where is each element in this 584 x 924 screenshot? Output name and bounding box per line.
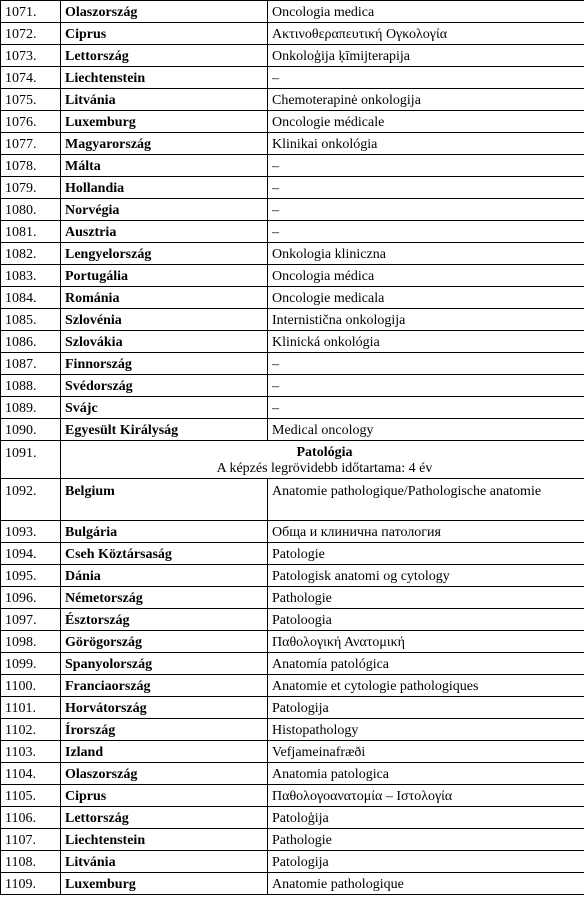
country-cell: Luxemburg xyxy=(61,111,268,133)
specialty-name-cell: Vefjameinafræði xyxy=(268,741,584,763)
row-number: 1095. xyxy=(1,565,61,587)
row-number: 1106. xyxy=(1,807,61,829)
country-cell: Olaszország xyxy=(61,763,268,785)
country-cell: Németország xyxy=(61,587,268,609)
table-row xyxy=(1,287,584,309)
table-row xyxy=(1,23,584,45)
country-cell: Olaszország xyxy=(61,1,268,23)
specialty-name-cell: Histopathology xyxy=(268,719,584,741)
row-number: 1097. xyxy=(1,609,61,631)
country-cell: Litvánia xyxy=(61,89,268,111)
row-number: 1096. xyxy=(1,587,61,609)
country-cell: Írország xyxy=(61,719,268,741)
row-number: 1078. xyxy=(1,155,61,177)
specialty-name-cell: Onkoloģija ķīmijterapija xyxy=(268,45,584,67)
pathology-section xyxy=(1,441,584,521)
row-number: 1083. xyxy=(1,265,61,287)
row-number: 1092. xyxy=(1,479,61,521)
table-row xyxy=(1,45,584,67)
country-cell: Hollandia xyxy=(61,177,268,199)
specialty-name-cell: Oncologia medica xyxy=(268,1,584,23)
table-row xyxy=(1,719,584,741)
specialty-name-cell: – xyxy=(268,155,584,177)
table-row xyxy=(1,697,584,719)
table-row xyxy=(1,741,584,763)
table-row xyxy=(1,851,584,873)
country-cell: Magyarország xyxy=(61,133,268,155)
country-cell: Izland xyxy=(61,741,268,763)
specialty-name-cell: Patoloģija xyxy=(268,807,584,829)
country-cell: Belgium xyxy=(61,479,268,521)
specialty-name-cell: Chemoterapinė onkologija xyxy=(268,89,584,111)
specialty-name-cell: Patologisk anatomi og cytology xyxy=(268,565,584,587)
table-row xyxy=(1,397,584,419)
row-number: 1104. xyxy=(1,763,61,785)
table-row xyxy=(1,609,584,631)
specialty-name-cell: – xyxy=(268,177,584,199)
country-cell: Dánia xyxy=(61,565,268,587)
country-cell: Franciaország xyxy=(61,675,268,697)
specialty-name-cell: Παθολογική Ανατομική xyxy=(268,631,584,653)
oncology-rows xyxy=(1,1,584,441)
table-row xyxy=(1,243,584,265)
row-number: 1074. xyxy=(1,67,61,89)
table-row xyxy=(1,221,584,243)
row-number: 1077. xyxy=(1,133,61,155)
row-number: 1085. xyxy=(1,309,61,331)
row-number: 1076. xyxy=(1,111,61,133)
table-row xyxy=(1,89,584,111)
table-row xyxy=(1,521,584,543)
row-number: 1099. xyxy=(1,653,61,675)
country-cell: Lettország xyxy=(61,807,268,829)
country-cell: Liechtenstein xyxy=(61,67,268,89)
table-row xyxy=(1,543,584,565)
specialty-name-cell: – xyxy=(268,67,584,89)
specialty-name-cell: Ακτινοθεραπευτική Ογκολογία xyxy=(268,23,584,45)
country-cell: Cseh Köztársaság xyxy=(61,543,268,565)
country-cell: Ciprus xyxy=(61,785,268,807)
table-row xyxy=(1,807,584,829)
specialty-name-cell: Medical oncology xyxy=(268,419,584,441)
country-cell: Románia xyxy=(61,287,268,309)
row-number: 1108. xyxy=(1,851,61,873)
country-cell: Ciprus xyxy=(61,23,268,45)
table-row xyxy=(1,309,584,331)
pathology-rows xyxy=(1,521,584,895)
section-subtitle: A képzés legrövidebb időtartama: 4 év xyxy=(216,461,433,476)
country-cell: Lengyelország xyxy=(61,243,268,265)
country-cell: Portugália xyxy=(61,265,268,287)
country-cell: Szlovákia xyxy=(61,331,268,353)
specialty-name-cell: Обща и клинична патология xyxy=(268,521,584,543)
specialty-name-cell: – xyxy=(268,397,584,419)
country-cell: Svájc xyxy=(61,397,268,419)
row-number: 1100. xyxy=(1,675,61,697)
row-number: 1081. xyxy=(1,221,61,243)
table-row xyxy=(1,419,584,441)
row-number: 1088. xyxy=(1,375,61,397)
row-number: 1080. xyxy=(1,199,61,221)
row-number: 1101. xyxy=(1,697,61,719)
country-cell: Norvégia xyxy=(61,199,268,221)
row-number: 1075. xyxy=(1,89,61,111)
country-cell: Görögország xyxy=(61,631,268,653)
table-row xyxy=(1,331,584,353)
specialty-name-cell: Anatomía patológica xyxy=(268,653,584,675)
specialty-name-cell: Onkologia kliniczna xyxy=(268,243,584,265)
specialty-name-cell: – xyxy=(268,221,584,243)
specialty-name-cell: Patologie xyxy=(268,543,584,565)
table-row xyxy=(1,67,584,89)
country-cell: Finnország xyxy=(61,353,268,375)
row-number: 1091. xyxy=(1,441,61,479)
section-header-row xyxy=(1,441,584,479)
table-row xyxy=(1,353,584,375)
table-row xyxy=(1,763,584,785)
row-number: 1109. xyxy=(1,873,61,895)
table-row xyxy=(1,133,584,155)
country-cell: Málta xyxy=(61,155,268,177)
row-number: 1082. xyxy=(1,243,61,265)
row-number: 1089. xyxy=(1,397,61,419)
specialty-name-cell: Patologija xyxy=(268,697,584,719)
table-row xyxy=(1,177,584,199)
country-cell: Horvátország xyxy=(61,697,268,719)
row-number: 1090. xyxy=(1,419,61,441)
country-cell: Spanyolország xyxy=(61,653,268,675)
table-row xyxy=(1,155,584,177)
section-title: Patológia xyxy=(296,445,353,460)
specialty-name-cell: Patoloogia xyxy=(268,609,584,631)
country-cell: Szlovénia xyxy=(61,309,268,331)
country-cell: Liechtenstein xyxy=(61,829,268,851)
country-cell: Luxemburg xyxy=(61,873,268,895)
row-number: 1084. xyxy=(1,287,61,309)
row-number: 1086. xyxy=(1,331,61,353)
specialty-name-cell: – xyxy=(268,353,584,375)
row-number: 1079. xyxy=(1,177,61,199)
specialty-name-cell: Oncologie medicala xyxy=(268,287,584,309)
row-number: 1093. xyxy=(1,521,61,543)
row-number: 1098. xyxy=(1,631,61,653)
row-number: 1103. xyxy=(1,741,61,763)
table-row xyxy=(1,565,584,587)
specialty-name-cell: Anatomie pathologique xyxy=(268,873,584,895)
country-cell: Litvánia xyxy=(61,851,268,873)
table-row xyxy=(1,653,584,675)
row-number: 1072. xyxy=(1,23,61,45)
specialty-name-cell: Anatomia patologica xyxy=(268,763,584,785)
specialty-name-cell: Klinická onkológia xyxy=(268,331,584,353)
table-row xyxy=(1,479,584,521)
row-number: 1071. xyxy=(1,1,61,23)
specialty-name-cell: Παθολογοανατομία – Ιστολογία xyxy=(268,785,584,807)
row-number: 1087. xyxy=(1,353,61,375)
country-cell: Észtország xyxy=(61,609,268,631)
specialty-name-cell: Klinikai onkológia xyxy=(268,133,584,155)
row-number: 1094. xyxy=(1,543,61,565)
specialty-name-cell: Oncologia médica xyxy=(268,265,584,287)
table-row xyxy=(1,111,584,133)
country-cell: Egyesült Királyság xyxy=(61,419,268,441)
country-cell: Svédország xyxy=(61,375,268,397)
table-row xyxy=(1,675,584,697)
table-row xyxy=(1,785,584,807)
specialty-name-cell: Pathologie xyxy=(268,829,584,851)
specialty-name-cell: Patologija xyxy=(268,851,584,873)
row-number: 1107. xyxy=(1,829,61,851)
table-row xyxy=(1,1,584,23)
section-heading xyxy=(61,441,584,479)
specialty-name-cell: Anatomie et cytologie pathologiques xyxy=(268,675,584,697)
specialty-name-cell: – xyxy=(268,199,584,221)
table-row xyxy=(1,375,584,397)
row-number: 1105. xyxy=(1,785,61,807)
specialty-name-cell: Anatomie pathologique/Pathologische anatomie xyxy=(268,479,584,521)
specialty-name-cell: Pathologie xyxy=(268,587,584,609)
row-number: 1102. xyxy=(1,719,61,741)
table-row xyxy=(1,265,584,287)
country-cell: Ausztria xyxy=(61,221,268,243)
table-row xyxy=(1,631,584,653)
table-row xyxy=(1,199,584,221)
table-row xyxy=(1,873,584,895)
table-row xyxy=(1,587,584,609)
row-number: 1073. xyxy=(1,45,61,67)
table-row xyxy=(1,829,584,851)
specialty-name-cell: Oncologie médicale xyxy=(268,111,584,133)
specialty-name-cell: – xyxy=(268,375,584,397)
country-cell: Bulgária xyxy=(61,521,268,543)
country-cell: Lettország xyxy=(61,45,268,67)
specialty-name-cell: Internistična onkologija xyxy=(268,309,584,331)
